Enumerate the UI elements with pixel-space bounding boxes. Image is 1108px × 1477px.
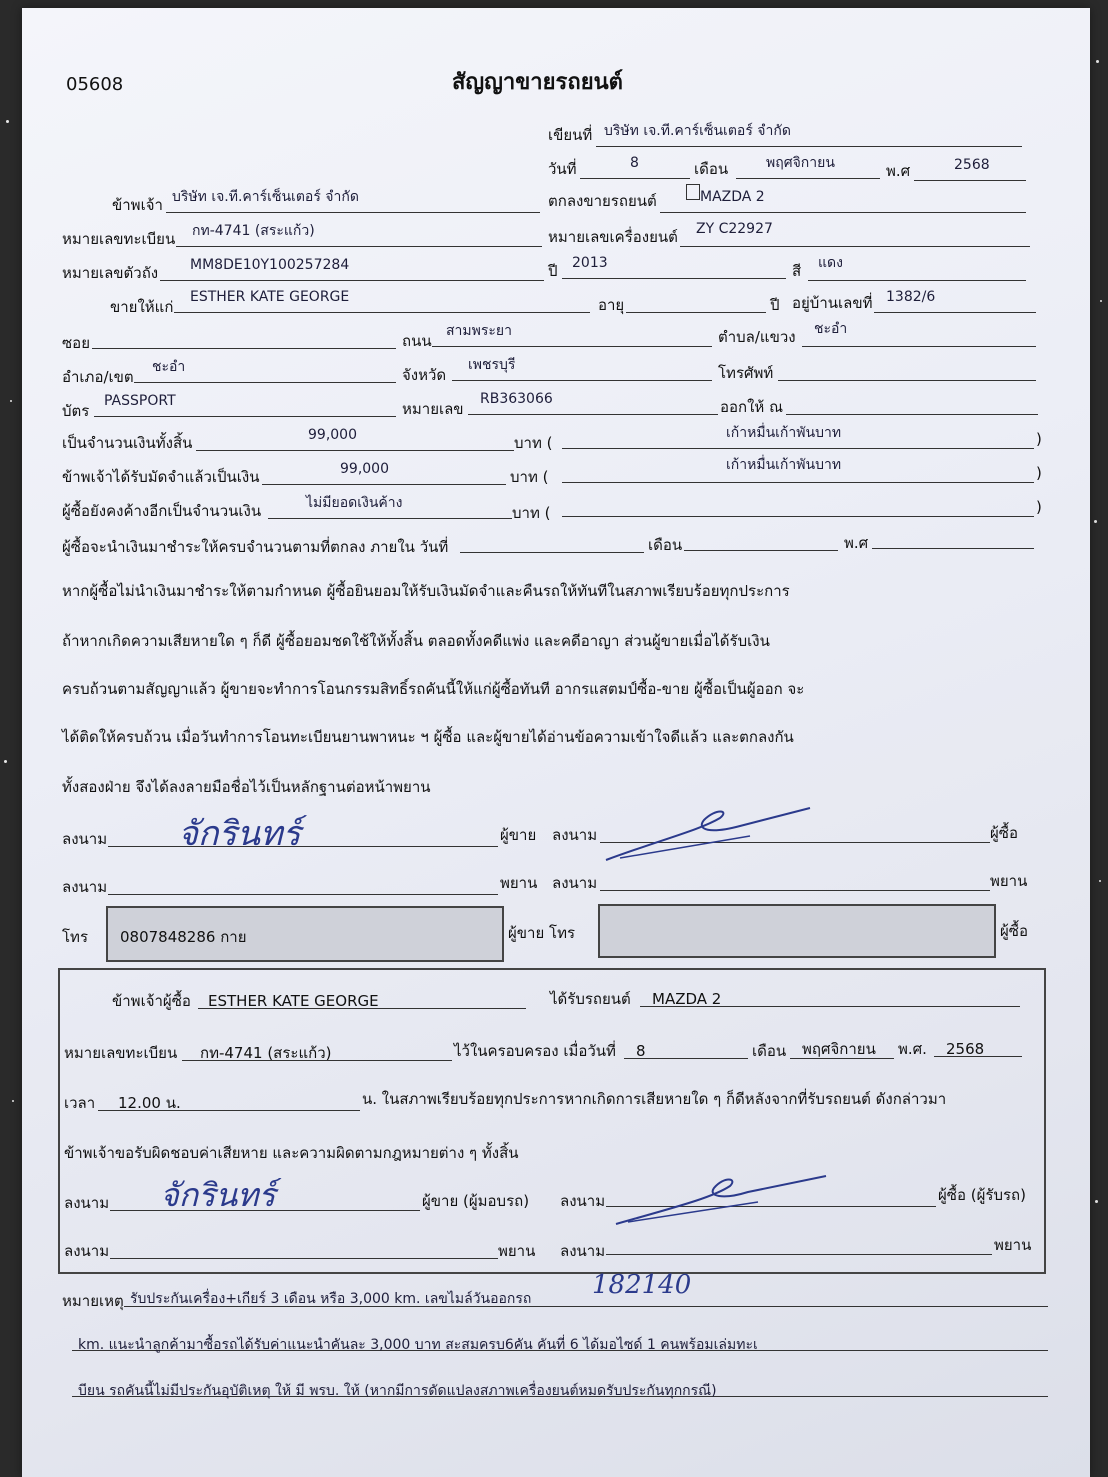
seller-signature: จักรินทร์ <box>178 814 301 854</box>
age-label: อายุ <box>598 296 625 314</box>
date-day-label: วันที่ <box>548 160 577 178</box>
receipt-month-label: เดือน <box>752 1042 787 1060</box>
card-no-line <box>468 414 718 415</box>
total-line <box>196 450 514 451</box>
buyer-phone-label: ผู้ซื้อ <box>1000 922 1028 940</box>
receipt-day: 8 <box>636 1042 646 1060</box>
receipt-sign-label-1: ลงนาม <box>64 1194 110 1212</box>
sign-label-3: ลงนาม <box>62 878 108 896</box>
terms-line-5: ทั้งสองฝ่าย จึงได้ลงลายมือชื่อไว้เป็นหลักฐานต่อหน้าพยาน <box>62 778 431 796</box>
receipt-year: 2568 <box>946 1040 985 1058</box>
remaining-line <box>268 518 512 519</box>
date-day-line <box>580 178 690 179</box>
age-unit: ปี <box>770 296 780 314</box>
deposit-words: เก้าหมื่นเก้าพันบาท <box>726 457 842 473</box>
buyer-line <box>174 312 590 313</box>
agree-sell-label: ตกลงขายรถยนต์ <box>548 192 657 210</box>
witness-label-2: พยาน <box>990 872 1028 890</box>
receipt-seller-signature: จักรินทร์ <box>160 1176 276 1214</box>
receipt-time: 12.00 น. <box>118 1094 181 1112</box>
road-label: ถนน <box>402 332 432 350</box>
province-value: เพชรบุรี <box>468 357 516 373</box>
receipt-sign-label-2: ลงนาม <box>560 1192 606 1210</box>
notes-line-1: รับประกันเครื่อง+เกียร์ 3 เดือน หรือ 3,000 km. เลขไมล์วันออกรถ <box>130 1291 532 1307</box>
terms-line-1: หากผู้ซื้อไม่นำเงินมาชำระให้ตามกำหนด ผู้ซื้อยินยอมให้รับเงินมัดจำและคืนรถให้ทันทีในสภาพเรียบร้อยทุกประการ <box>62 582 790 600</box>
deposit-line <box>262 484 506 485</box>
year-line <box>562 278 786 279</box>
soi-line <box>92 348 396 349</box>
receipt-reg-label: หมายเลขทะเบียน <box>64 1044 178 1062</box>
notes-line-3: บียน รถคันนี้ไม่มีประกันอุบัติเหตุ ให้ มี พรบ. ให้ (หากมีการดัดแปลงสภาพเครื่องยนต์หมดรับประกันทุกกรณี) <box>78 1383 717 1399</box>
sign-label-1: ลงนาม <box>62 830 108 848</box>
seller-phone-value: 0807848286 กาย <box>120 928 247 946</box>
witness1-sign-line <box>108 894 498 895</box>
issued-at-line <box>786 414 1038 415</box>
me-label: ข้าพเจ้า <box>112 196 163 214</box>
agree-sell-line <box>660 212 1026 213</box>
date-month: พฤศจิกายน <box>766 155 835 171</box>
witness-label-1: พยาน <box>500 874 538 892</box>
phone-line <box>778 380 1036 381</box>
total-label: เป็นจำนวนเงินทั้งสิ้น <box>62 434 193 452</box>
card-value: PASSPORT <box>104 393 176 409</box>
me-value: บริษัท เจ.ที.คาร์เซ็นเตอร์ จำกัด <box>172 189 359 205</box>
deposit-baht: บาท ( <box>510 468 549 486</box>
color-label: สี <box>792 262 802 280</box>
engine-label: หมายเลขเครื่องยนต์ <box>548 228 678 246</box>
pay-by-year-label: พ.ศ <box>844 534 869 552</box>
buyer-label: ขายให้แก่ <box>110 298 174 316</box>
deposit-value: 99,000 <box>340 461 389 477</box>
receipt-witness-label-2: พยาน <box>994 1236 1032 1254</box>
chassis-value: MM8DE10Y100257284 <box>190 257 350 273</box>
card-no-value: RB363066 <box>480 391 553 407</box>
receipt-reg-value: กท-4741 (สระแก้ว) <box>200 1044 332 1062</box>
district-line <box>134 382 396 383</box>
receipt-witness1-line <box>110 1258 498 1259</box>
checkbox-icon <box>686 184 700 200</box>
card-no-label: หมายเลข <box>402 400 464 418</box>
chassis-line <box>160 280 544 281</box>
date-year-line <box>914 180 1026 181</box>
terms-line-3: ครบถ้วนตามสัญญาแล้ว ผู้ขายจะทำการโอนกรรมสิทธิ์รถคันนี้ให้แก่ผู้ซื้อทันที อากรแสตมป์ซื้อ-ขาย ผู้ซื้อเป็นผู้ออก จะ <box>62 680 805 698</box>
color-line <box>808 280 1026 281</box>
color-value: แดง <box>818 255 843 271</box>
road-value: สามพระยา <box>446 323 512 339</box>
province-line <box>452 380 712 381</box>
road-line <box>432 346 712 347</box>
seller-label-1: ผู้ขาย <box>500 826 537 844</box>
total-baht: บาท ( <box>514 434 553 452</box>
house-no-label: อยู่บ้านเลขที่ <box>792 294 873 312</box>
issued-at-label: ออกให้ ณ <box>720 398 783 416</box>
total-value: 99,000 <box>308 427 357 443</box>
buyer-value: ESTHER KATE GEORGE <box>190 289 350 305</box>
pay-by-day-line <box>460 552 644 553</box>
written-at-value: บริษัท เจ.ที.คาร์เซ็นเตอร์ จำกัด <box>604 123 791 139</box>
seller-tel-label: ผู้ขาย โทร <box>508 924 576 942</box>
house-no-value: 1382/6 <box>886 289 936 305</box>
me-line <box>166 212 540 213</box>
receipt-me-value: ESTHER KATE GEORGE <box>208 992 379 1010</box>
subdistrict-value: ชะอำ <box>814 321 848 337</box>
subdistrict-line <box>802 346 1036 347</box>
remaining-words-line <box>562 516 1034 517</box>
sign-label-2: ลงนาม <box>552 826 598 844</box>
notes-line-2: km. แนะนำลูกค้ามาซื้อรถได้รับค่าแนะนำคันละ 3,000 บาท สะสมครบ6คัน คันที่ 6 ได้มอไซด์ 1 คนพร้อมเล่มทะเ <box>78 1337 758 1353</box>
mileage-value: 182140 <box>592 1270 692 1300</box>
date-month-label: เดือน <box>694 160 729 178</box>
engine-value: ZY C22927 <box>696 221 773 237</box>
buyer-phone-box <box>598 904 996 958</box>
registration-line <box>176 246 542 247</box>
soi-label: ซอย <box>62 334 90 352</box>
written-at-label: เขียนที่ <box>548 126 593 144</box>
receipt-witness-label-1: พยาน <box>498 1242 536 1260</box>
witness2-sign-line <box>600 890 990 891</box>
registration-label: หมายเลขทะเบียน <box>62 230 176 248</box>
phone-row-label: โทร <box>62 928 89 946</box>
receipt-section <box>58 968 1046 1274</box>
receipt-buyer-label: ผู้ซื้อ (ผู้รับรถ) <box>938 1186 1026 1204</box>
pay-by-month-line <box>684 550 838 551</box>
remaining-label: ผู้ซื้อยังคงค้างอีกเป็นจำนวนเงิน <box>62 502 262 520</box>
deposit-label: ข้าพเจ้าได้รับมัดจำแล้วเป็นเงิน <box>62 468 260 486</box>
notes-label: หมายเหตุ <box>62 1292 124 1310</box>
phone-label: โทรศัพท์ <box>718 364 774 382</box>
receipt-month-line <box>790 1058 894 1059</box>
pay-by-year-line <box>872 548 1034 549</box>
receipt-time-label: เวลา <box>64 1094 96 1112</box>
receipt-seller-label: ผู้ขาย (ผู้มอบรถ) <box>422 1192 530 1210</box>
receipt-month: พฤศจิกายน <box>802 1040 876 1058</box>
buyer-label-1: ผู้ซื้อ <box>990 824 1018 842</box>
pay-by-month-label: เดือน <box>648 536 683 554</box>
card-line <box>94 416 396 417</box>
remaining-close: ) <box>1036 498 1042 516</box>
receipt-text-1: น. ในสภาพเรียบร้อยทุกประการหากเกิดการเสียหายใด ๆ ก็ดีหลังจากที่รับรถยนต์ ดังกล่าวมา <box>362 1090 947 1108</box>
receipt-witness2-line <box>606 1254 992 1255</box>
deposit-close: ) <box>1036 464 1042 482</box>
receipt-received-value: MAZDA 2 <box>652 990 722 1008</box>
district-value: ชะอำ <box>152 359 186 375</box>
buyer-signature-icon <box>600 800 820 870</box>
date-year-label: พ.ศ <box>886 162 911 180</box>
remaining-value: ไม่มียอดเงินค้าง <box>306 495 403 511</box>
date-month-line <box>736 178 880 179</box>
sign-label-4: ลงนาม <box>552 874 598 892</box>
receipt-sign-label-3: ลงนาม <box>64 1242 110 1260</box>
registration-value: กท-4741 (สระแก้ว) <box>192 223 315 239</box>
year-label: ปี <box>548 262 558 280</box>
receipt-buyer-signature-icon <box>612 1170 832 1230</box>
receipt-text-2: ข้าพเจ้าขอรับผิดชอบค่าเสียหาย และความผิดตามกฎหมายต่าง ๆ ทั้งสิ้น <box>64 1144 519 1162</box>
chassis-label: หมายเลขตัวถัง <box>62 264 159 282</box>
age-line <box>626 312 766 313</box>
receipt-me-label: ข้าพเจ้าผู้ซื้อ <box>112 992 191 1010</box>
total-words-line <box>562 448 1034 449</box>
province-label: จังหวัด <box>402 366 447 384</box>
agree-sell-value: MAZDA 2 <box>700 189 765 205</box>
receipt-sign-label-4: ลงนาม <box>560 1242 606 1260</box>
date-year: 2568 <box>954 157 990 173</box>
terms-line-4: ได้ติดให้ครบถ้วน เมื่อวันทำการโอนทะเบียนยานพาหนะ ฯ ผู้ซื้อ และผู้ขายได้อ่านข้อความเข้าใจดีแล้ว และตกลงกัน <box>62 728 794 746</box>
remaining-baht: บาท ( <box>512 504 551 522</box>
written-at-line <box>596 146 1022 147</box>
total-close: ) <box>1036 430 1042 448</box>
subdistrict-label: ตำบล/แขวง <box>718 328 796 346</box>
card-label: บัตร <box>62 402 90 420</box>
district-label: อำเภอ/เขต <box>62 368 134 386</box>
total-words: เก้าหมื่นเก้าพันบาท <box>726 425 842 441</box>
engine-line <box>680 246 1030 247</box>
receipt-possess-label: ไว้ในครอบครอง เมื่อวันที่ <box>454 1042 616 1060</box>
receipt-received-label: ได้รับรถยนต์ <box>550 990 631 1008</box>
house-no-line <box>874 312 1036 313</box>
document-number: 05608 <box>66 74 124 95</box>
receipt-year-label: พ.ศ. <box>898 1040 927 1058</box>
date-day: 8 <box>630 155 639 171</box>
terms-line-2: ถ้าหากเกิดความเสียหายใด ๆ ก็ดี ผู้ซื้อยอมชดใช้ให้ทั้งสิ้น ตลอดทั้งคดีแพ่ง และคดีอาญา ส่วนผู้ขายเมื่อได้รับเงิน <box>62 632 770 650</box>
deposit-words-line <box>562 482 1034 483</box>
pay-by-label: ผู้ซื้อจะนำเงินมาชำระให้ครบจำนวนตามที่ตกลง ภายใน วันที่ <box>62 538 449 556</box>
seller-sign-line <box>108 846 498 847</box>
document-title: สัญญาขายรถยนต์ <box>452 70 623 95</box>
year-value: 2013 <box>572 255 608 271</box>
